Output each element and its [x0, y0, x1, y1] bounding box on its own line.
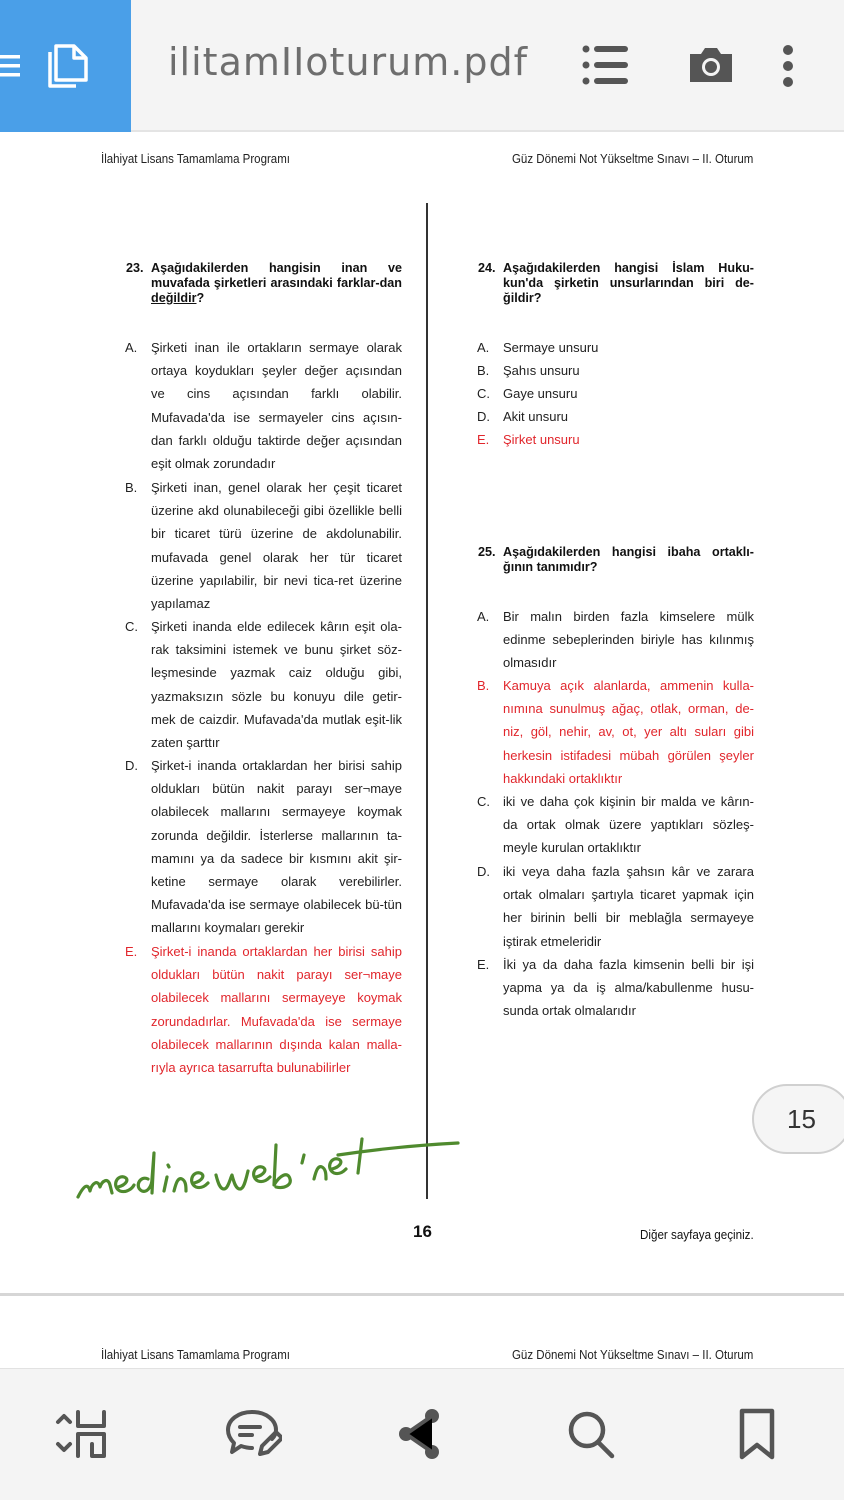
- camera-icon[interactable]: [688, 46, 734, 84]
- option-text: İki ya da daha fazla kimsenin belli bir işi yapma ya da iş alma/kabullenme husu-sunda ortak olmalarıdır: [503, 957, 754, 1019]
- option-text: Gaye unsuru: [503, 386, 578, 401]
- document-title: ilitamIIoturum.pdf: [168, 40, 528, 84]
- question-24: [478, 261, 754, 307]
- page-header-right: Güz Dönemi Not Yükseltme Sınavı – II. Oturum: [511, 152, 753, 166]
- page-jump-icon[interactable]: [54, 1408, 110, 1460]
- option-text: Şahıs unsuru: [503, 363, 580, 378]
- handwritten-watermark: [70, 1105, 470, 1215]
- menu-icon: [0, 54, 22, 78]
- option-text: Şirket unsuru: [503, 432, 580, 447]
- question-25: [478, 545, 754, 577]
- option-text: Sermaye unsuru: [503, 340, 599, 355]
- question-text: Aşağıdakilerden hangisi İslam Huku-kun'da şirketin unsurlarından biri de-ğildir?: [503, 261, 754, 305]
- question-number: 24.: [478, 261, 496, 275]
- more-vert-icon[interactable]: [780, 44, 796, 88]
- option-text: Şirketi inan, genel olarak her çeşit ticaret üzerine akd olunabileceği gibi özellikle belli bir ticaret türü üzerine de akdolunabilir. mufavada genel olarak her tür ticaret üzerine yapılabilir, bir nevi tica-ret üzerine yapılamaz: [151, 480, 402, 612]
- page-separator: [0, 1293, 844, 1296]
- option-text: Şirketi inanda elde edilecek kârın eşit ola-rak taksimini istemek ve bunu şirket söz-leşmesinde yazmak caiz olduğu gibi, yazmaksızın sözle bu konuyu dile getir-mek de caizdir. Mufavada'da mutlak eşit-lik zaten şarttır: [151, 619, 402, 751]
- bookmark-icon[interactable]: [738, 1408, 776, 1460]
- option-text: Akit unsuru: [503, 409, 569, 424]
- documents-button[interactable]: [0, 0, 131, 132]
- question-number: 25.: [478, 545, 496, 559]
- list-icon[interactable]: [582, 44, 630, 86]
- underlined-negation: değildir: [151, 291, 197, 305]
- next-page-header-right: Güz Dönemi Not Yükseltme Sınavı – II. Oturum: [511, 1348, 753, 1362]
- option-text: Şirket-i inanda ortaklardan her birisi sahip oldukları bütün nakit parayı ser¬maye olabilecek mallarını sermayeye koymak zorundadırlar. Mufavada'da ise sermaye olabilecek mallarının dışında kalan malla-rıyla ayrıca tasarrufta bulunabilirler: [151, 944, 402, 1076]
- question-number: 23.: [126, 261, 144, 275]
- question-23: [126, 261, 402, 307]
- question-text: Aşağıdakilerden hangisi ibaha ortaklı-ğının tanımıdır?: [503, 545, 754, 574]
- top-toolbar: [0, 0, 844, 132]
- next-page-note: Diğer sayfaya geçiniz.: [640, 1228, 754, 1242]
- page-number: 16: [413, 1222, 432, 1241]
- option-text: Şirketi inan ile ortakların sermaye olarak ortaya koydukları şeyler değer açısından ve cins açısından farklı olabilir. Mufavada'da ise sermayeler cins açısın-dan farklı olduğu taktirde değer açısından eşit olmak zorundadır: [151, 340, 402, 472]
- question-text: Aşağıdakilerden hangisin inan ve muvafada şirketleri arasındaki farklar-dan değildir?: [151, 261, 402, 305]
- option-text: Kamuya açık alanlarda, ammenin kulla-nımına sunulmuş ağaç, otlak, orman, de-niz, göl, nehir, av, ot, yer altı suları gibi herkesin istifadesi mübah görülen şeyler hakkındaki ortaklıktır: [503, 678, 754, 786]
- documents-icon: [42, 40, 92, 90]
- option-text: Şirket-i inanda ortaklardan her birisi sahip oldukları bütün nakit parayı ser¬maye olabilecek mallarını sermayeye koymak zorunda değildir. İsterlerse mallarının ta-mamını ya da sadece bir kısmını akit şir-ketine sermaye olarak verebilirler. Mufavada'da ise sermaye olabilecek bü-tün mallarını koymaları gerekir: [151, 758, 402, 936]
- next-page-header-left: İlahiyat Lisans Tamamlama Programı: [101, 1348, 290, 1362]
- page-header-left: İlahiyat Lisans Tamamlama Programı: [101, 152, 290, 166]
- column-divider: [426, 203, 428, 1199]
- page-indicator-label: 15: [787, 1104, 816, 1134]
- search-icon[interactable]: [566, 1408, 616, 1460]
- option-text: iki veya daha fazla şahsın kâr ve zarara ortak olmaları şartıyla ticaret yapmak için her birinin belli bir meblağla sermayeye iştirak etmeleridir: [503, 864, 754, 949]
- comment-icon[interactable]: [224, 1408, 282, 1460]
- share-icon[interactable]: [396, 1408, 444, 1460]
- option-text: Bir malın birden fazla kimselere mülk edinme sebeplerinden biriyle has kılınmış olmasıdır: [503, 609, 754, 671]
- page-indicator-badge[interactable]: [752, 1084, 844, 1154]
- option-text: iki ve daha çok kişinin bir malda ve kârın-da ortak olmak üzere yaptıkları sözleş-meyle kurulan ortaklıktır: [503, 794, 754, 856]
